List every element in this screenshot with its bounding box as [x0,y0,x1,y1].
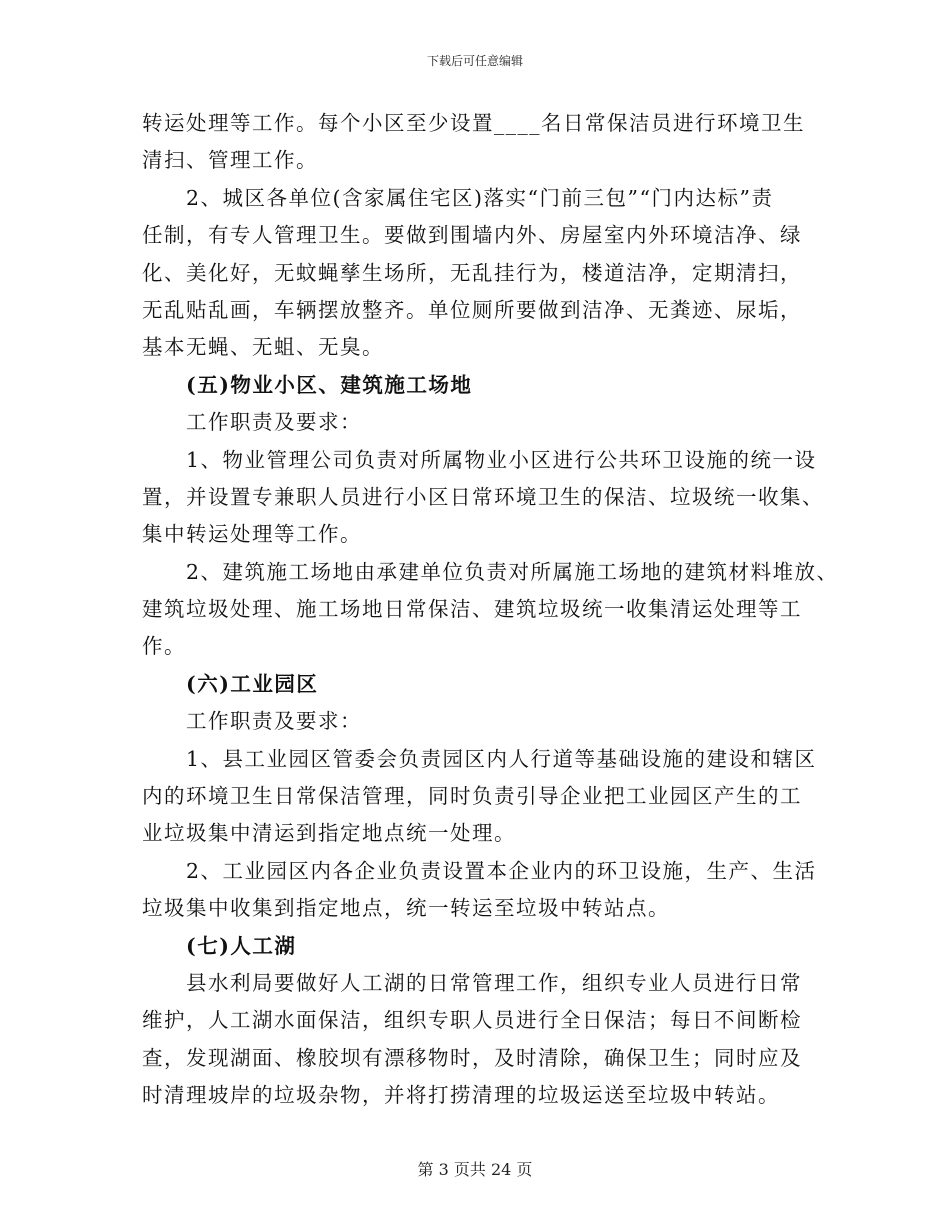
paragraph-line: 业垃圾集中清运到指定地点统一处理。 [142,821,516,846]
paragraph-line: 2、工业园区内各企业负责设置本企业内的环卫设施，生产、生活 [186,858,817,883]
paragraph-line: 维护，人工湖水面保洁，组织专职人员进行全日保洁；每日不间断检 [142,1008,802,1033]
paragraph-line: 无乱贴乱画，车辆摆放整齐。单位厕所要做到洁净、无粪迹、尿垢， [142,297,802,322]
paragraph-line: 县水利局要做好人工湖的日常管理工作，组织专业人员进行日常 [186,970,802,995]
page-footer: 第 3 页共 24 页 [417,1160,533,1179]
page-header: 下载后可任意编辑 [426,54,523,68]
section-heading: (七)人工湖 [186,933,297,958]
paragraph-line: 建筑垃圾处理、施工场地日常保洁、建筑垃圾统一收集清运处理等工 [142,597,802,622]
paragraph-line: 转运处理等工作。每个小区至少设置____名日常保洁员进行环境卫生 [142,111,805,135]
paragraph-line: 集中转运处理等工作。 [142,522,362,547]
paragraph-line: 2、城区各单位(含家属住宅区)落实“门前三包”“门内达标”责 [186,185,774,210]
paragraph-line: 任制，有专人管理卫生。要做到围墙内外、房屋室内外环境洁净、绿 [142,223,802,248]
paragraph-line: 1、县工业园区管委会负责园区内人行道等基础设施的建设和辖区 [186,746,817,771]
paragraph-line: 作。 [142,634,186,659]
document-body [142,105,839,1115]
section-heading: (六)工业园区 [186,671,319,696]
paragraph-line: 置，并设置专兼职人员进行小区日常环境卫生的保洁、垃圾统一收集、 [142,484,824,509]
section-heading: (五)物业小区、建筑施工场地 [186,372,473,397]
paragraph-line: 时清理坡岸的垃圾杂物，并将打捞清理的垃圾运送至垃圾中转站。 [142,1083,780,1108]
paragraph-line: 内的环境卫生日常保洁管理，同时负责引导企业把工业园区产生的工 [142,784,802,809]
paragraph-line: 化、美化好，无蚊蝇孳生场所，无乱挂行为，楼道洁净，定期清扫， [142,260,802,285]
paragraph-line: 查，发现湖面、橡胶坝有漂移物时，及时清除，确保卫生；同时应及 [142,1045,802,1070]
paragraph-line: 1、物业管理公司负责对所属物业小区进行公共环卫设施的统一设 [186,447,817,472]
paragraph-line: 清扫、管理工作。 [142,148,318,173]
paragraph-line: 2、建筑施工场地由承建单位负责对所属施工场地的建筑材料堆放、 [186,559,839,584]
paragraph-line: 垃圾集中收集到指定地点，统一转运至垃圾中转站点。 [142,896,670,921]
paragraph-line: 基本无蝇、无蛆、无臭。 [142,335,384,360]
paragraph-line: 工作职责及要求： [186,410,362,435]
paragraph-line: 工作职责及要求： [186,709,362,734]
